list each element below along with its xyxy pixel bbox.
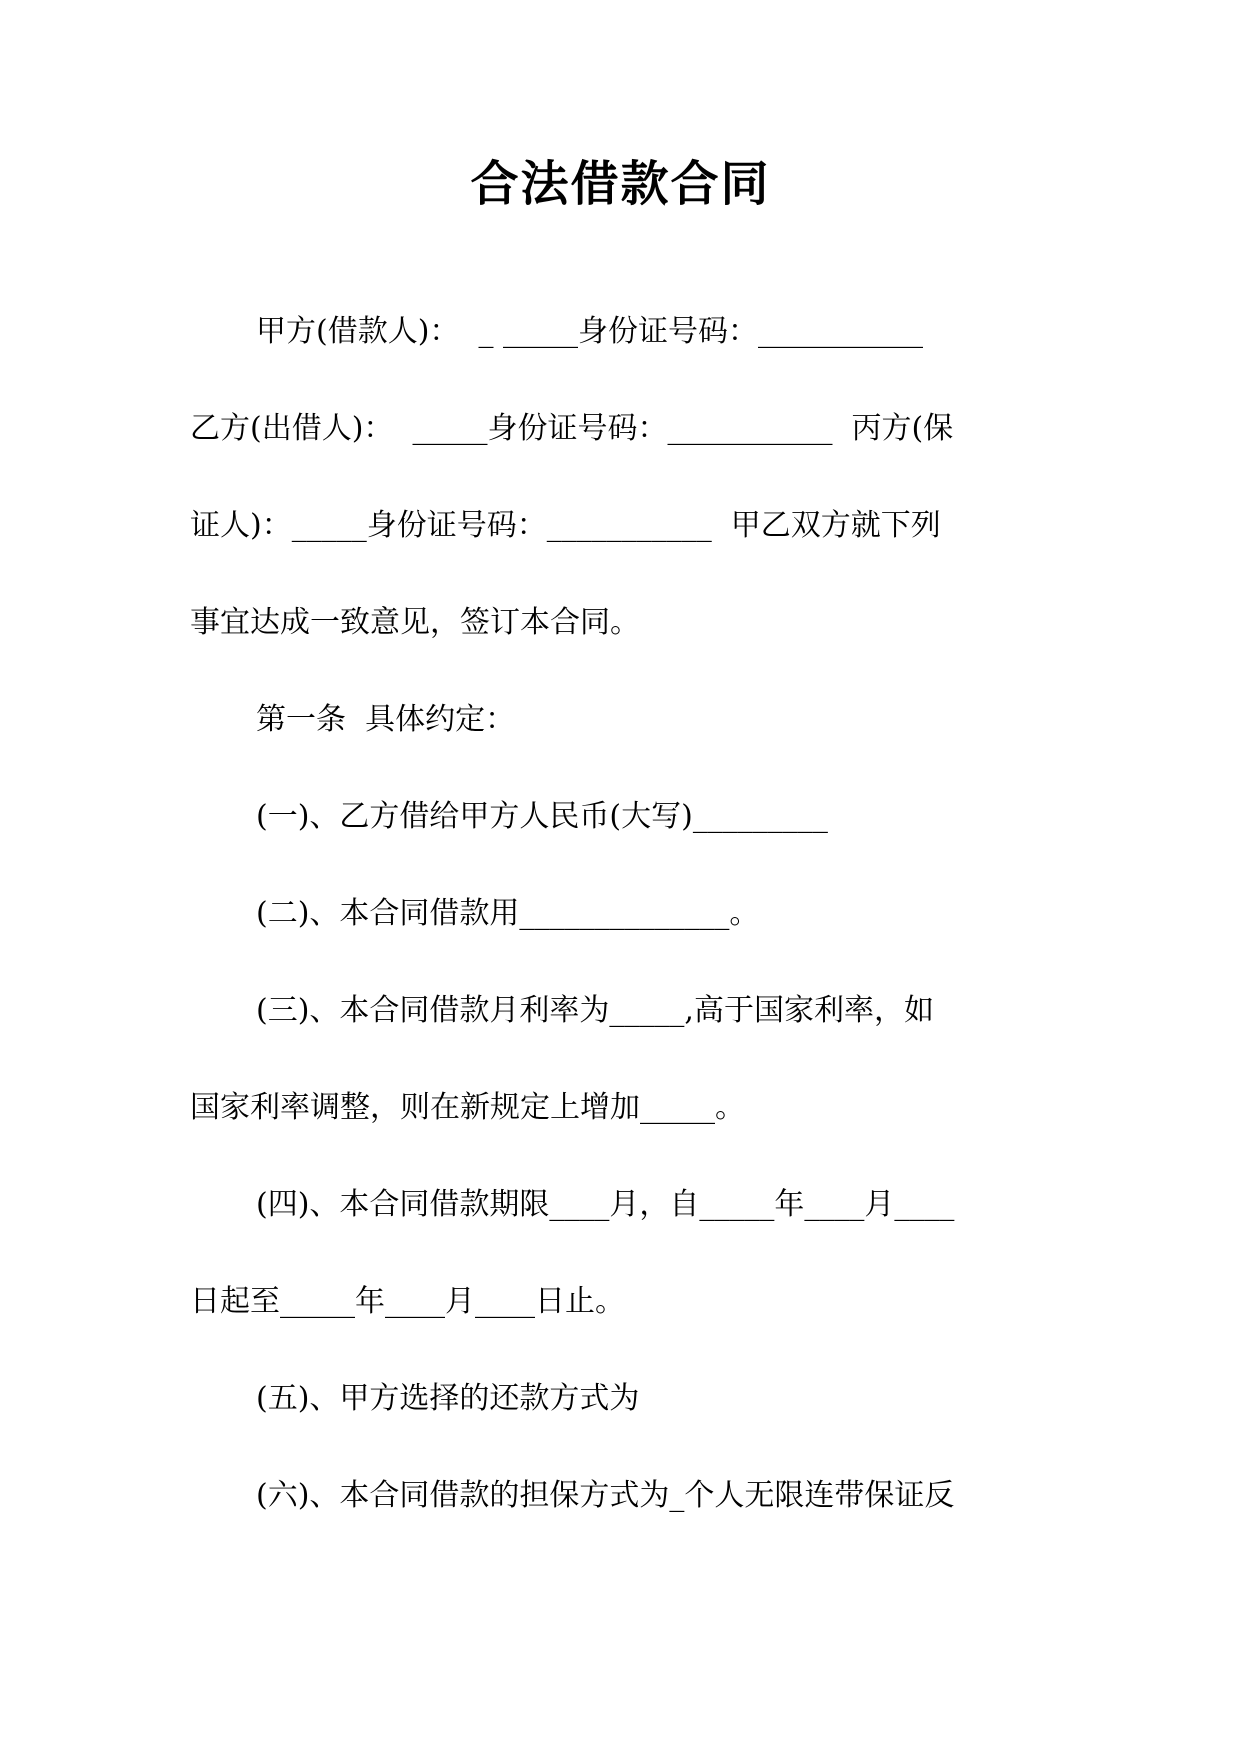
article-1-heading: 第一条 具体约定： bbox=[256, 702, 516, 737]
clause-4-line: (四)、本合同借款期限____月，自_____年____月____ bbox=[256, 1187, 955, 1222]
clause-3-continued-line: 国家利率调整，则在新规定上增加_____。 bbox=[190, 1090, 745, 1125]
clause-6-line: (六)、本合同借款的担保方式为_个人无限连带保证反 bbox=[256, 1478, 955, 1513]
clause-2-line: (二)、本合同借款用______________。 bbox=[256, 896, 760, 931]
guarantor-line: 证人)：_____身份证号码：___________ 甲乙双方就下列 bbox=[190, 508, 941, 543]
party-a-line: 甲方(借款人)： _ _____身份证号码：___________ bbox=[256, 314, 924, 349]
clause-1-line: (一)、乙方借给甲方人民币(大写)_________ bbox=[256, 799, 828, 834]
clause-4-continued-line: 日起至_____年____月____日止。 bbox=[190, 1284, 625, 1319]
clause-5-line: (五)、甲方选择的还款方式为 bbox=[256, 1381, 640, 1416]
clause-3-line: (三)、本合同借款月利率为_____,高于国家利率，如 bbox=[256, 993, 934, 1028]
party-b-line: 乙方(出借人)： _____身份证号码：___________ 丙方(保 bbox=[190, 411, 954, 446]
document-title: 合法借款合同 bbox=[470, 156, 771, 212]
agreement-intro-line: 事宜达成一致意见，签订本合同。 bbox=[190, 605, 640, 640]
